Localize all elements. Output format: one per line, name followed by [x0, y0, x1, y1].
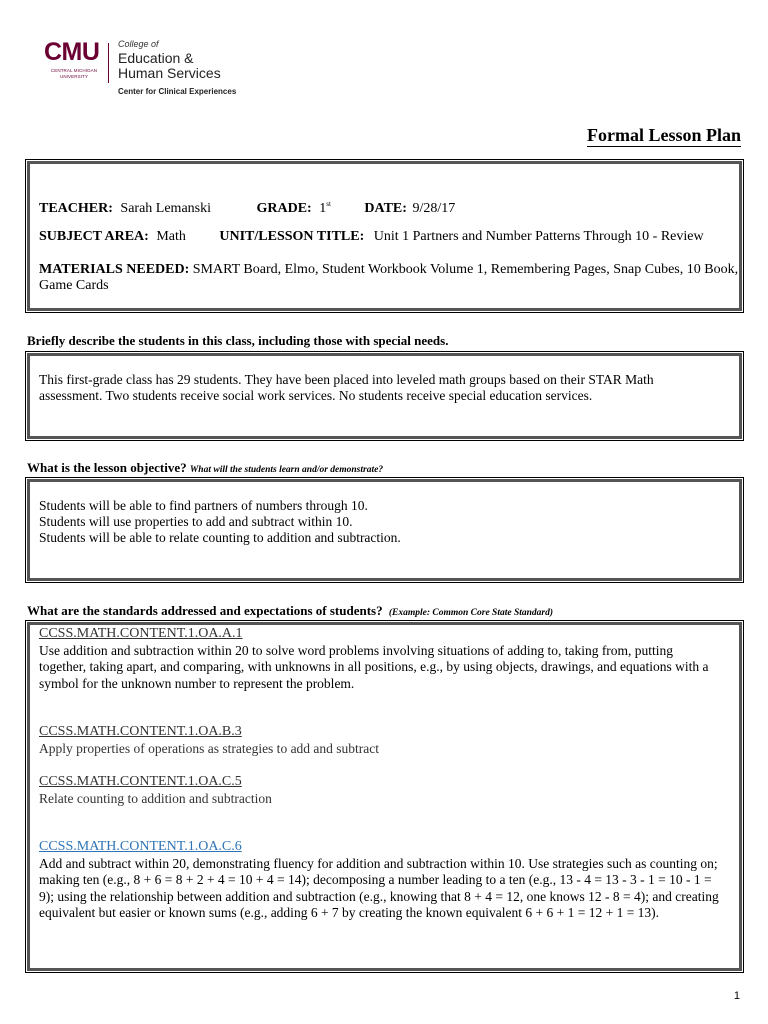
- page-title: Formal Lesson Plan: [586, 125, 741, 145]
- logo-college-name: [118, 51, 221, 81]
- objective-item: Students will be able to relate counting to addition and subtraction.: [39, 530, 401, 545]
- objective-list: [39, 498, 735, 546]
- grade-suffix: st: [326, 200, 331, 208]
- materials-row-2: [39, 278, 109, 294]
- cmu-logo: [44, 40, 254, 100]
- objective-box: [27, 479, 742, 581]
- grade-label: GRADE:: [256, 201, 312, 216]
- materials-label: MATERIALS NEEDED:: [39, 262, 190, 277]
- materials-value-line2: Game Cards: [39, 278, 109, 293]
- teacher-label: TEACHER:: [39, 201, 113, 216]
- logo-college-of: College of: [118, 39, 159, 49]
- logo-university-text: CENTRAL MICHIGAN UNIVERSITY: [50, 68, 98, 79]
- grade-value: 1: [319, 201, 327, 216]
- teacher-value: Sarah Lemanski: [120, 201, 211, 216]
- standard-text-line: making ten (e.g., 8 + 6 = 8 + 2 + 4 = 10 + 4 = 14); decomposing a number leading to a ten (e.g., 13 - 4 = 13 - 3 - 1 = 10 - 1 =: [39, 872, 712, 887]
- standard-text-line: Apply properties of operations as strategies to add and subtract: [39, 740, 380, 756]
- students-box: [27, 353, 742, 439]
- students-text: [39, 372, 735, 404]
- materials-value-line1: SMART Board, Elmo, Student Workbook Volume 1, Remembering Pages, Snap Cubes, 10 Book,: [192, 262, 739, 277]
- standard-text-line: together, taking apart, and comparing, with unknowns in all positions, e.g., by using objects, drawings, and equations with a: [39, 659, 709, 674]
- standard-code-link[interactable]: CCSS.MATH.CONTENT.1.OA.C.5: [39, 774, 242, 789]
- standard-text-line: Add and subtract within 20, demonstrating fluency for addition and subtraction within 10. Use strategies such as counting on;: [39, 855, 718, 871]
- subject-unit-row: [39, 229, 704, 245]
- objective-item: Students will be able to find partners of numbers through 10.: [39, 498, 368, 513]
- materials-row: [39, 262, 738, 278]
- standard-c5: [39, 774, 735, 807]
- standard-text-line: Use addition and subtraction within 20 to solve word problems involving situations of adding to, taking from, putting: [39, 642, 674, 658]
- logo-college-name-line1: Education &: [118, 50, 194, 66]
- lesson-info-box: [27, 161, 742, 311]
- objective-item: Students will use properties to add and subtract within 10.: [39, 514, 353, 529]
- students-question: Briefly describe the students in this class, including those with special needs.: [27, 333, 449, 348]
- standards-question: [27, 603, 553, 621]
- date-label: DATE:: [364, 201, 407, 216]
- standard-code-link[interactable]: CCSS.MATH.CONTENT.1.OA.A.1: [39, 626, 243, 641]
- standard-b3: [39, 724, 735, 757]
- students-text-line1: This first-grade class has 29 students. They have been placed into leveled math groups based on their STAR Math: [39, 372, 654, 387]
- objective-question-hint: What will the students learn and/or demonstrate?: [189, 465, 384, 475]
- standard-text-line: symbol for the unknown number to represent the problem.: [39, 675, 355, 691]
- logo-cmu-text: CMU: [44, 38, 100, 66]
- standards-box: [27, 622, 742, 971]
- students-text-line2: assessment. Two students receive social work services. No students receive special education services.: [39, 388, 593, 403]
- logo-college-name-line2: Human Services: [118, 65, 221, 81]
- date-value: 9/28/17: [412, 201, 456, 216]
- objective-question-text: What is the lesson objective?: [27, 460, 187, 475]
- standard-code-link[interactable]: CCSS.MATH.CONTENT.1.OA.B.3: [39, 724, 242, 739]
- standard-c6: [39, 839, 735, 922]
- standards-question-text: What are the standards addressed and expectations of students?: [27, 603, 383, 618]
- unit-label: UNIT/LESSON TITLE:: [219, 229, 365, 244]
- logo-center-text: Center for Clinical Experiences: [118, 87, 237, 96]
- subject-value: Math: [156, 229, 186, 244]
- logo-divider: [108, 43, 109, 83]
- standards-question-hint: (Example: Common Core State Standard): [388, 608, 554, 618]
- standard-text-line: 9); using the relationship between addition and subtraction (e.g., knowing that 8 + 4 = 12, one knows 12 - 8 = 4); and creating: [39, 888, 719, 904]
- standard-a1: [39, 626, 735, 692]
- objective-question: [27, 460, 383, 478]
- standard-text-line: equivalent but easier or known sums (e.g., adding 6 + 7 by creating the known equivalent 6 + 6 + 1 = 12 + 1 = 13).: [39, 905, 660, 920]
- subject-label: SUBJECT AREA:: [39, 229, 149, 244]
- standard-code-link[interactable]: CCSS.MATH.CONTENT.1.OA.C.6: [39, 839, 242, 854]
- page-number: 1: [733, 990, 740, 1002]
- standard-text-line: Relate counting to addition and subtraction: [39, 790, 272, 806]
- unit-value: Unit 1 Partners and Number Patterns Through 10 - Review: [373, 229, 704, 244]
- teacher-grade-date-row: [39, 196, 455, 217]
